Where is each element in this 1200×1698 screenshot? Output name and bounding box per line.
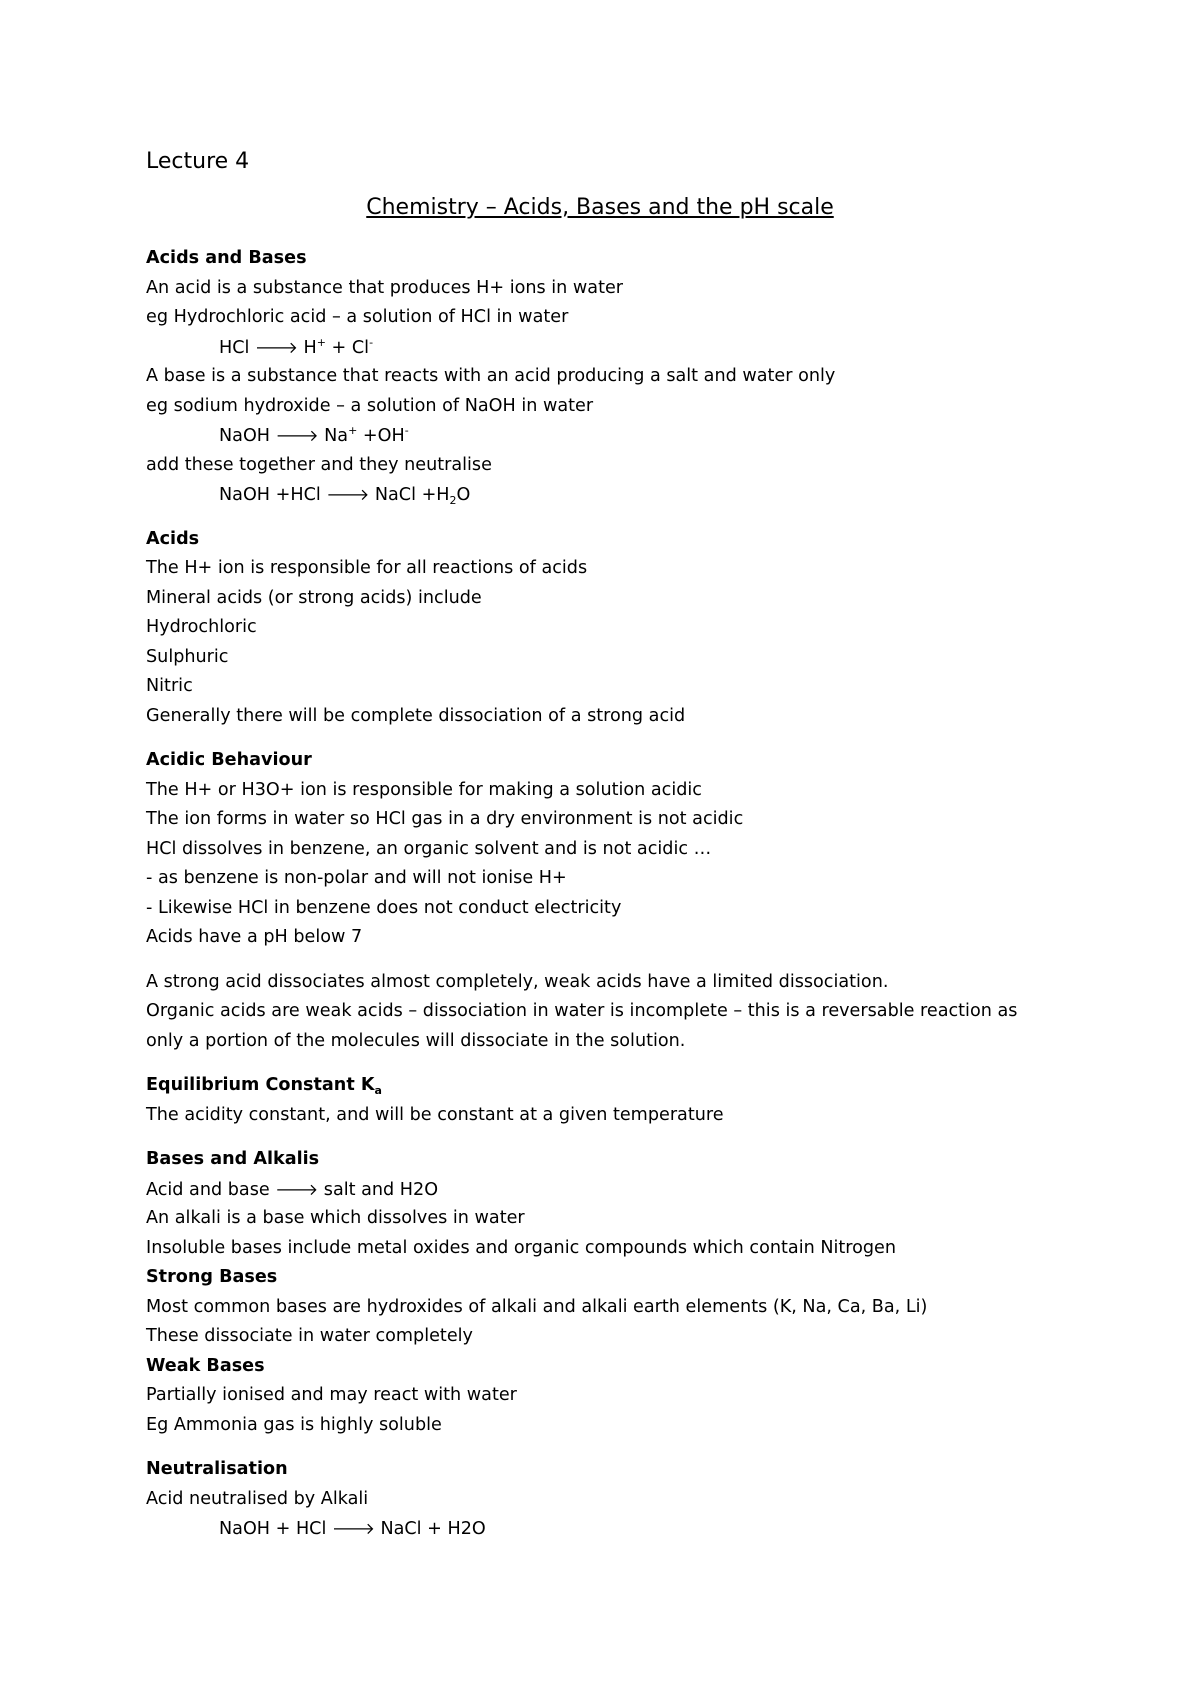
subscript: 2 [449, 494, 457, 507]
lecture-label: Lecture 4 [146, 149, 250, 174]
paragraph-line: Hydrochloric [146, 617, 257, 637]
equation-right: NaCl + H2O [374, 1519, 486, 1539]
paragraph-line: - Likewise HCl in benzene does not conduct electricity [146, 897, 622, 918]
section-heading-acids-and-bases: Acids and Bases [146, 248, 307, 268]
paragraph-line: These dissociate in water completely [146, 1326, 473, 1346]
paragraph-line: Most common bases are hydroxides of alkali and alkali earth elements (K, Na, Ca, Ba, Li) [146, 1296, 928, 1317]
equation-right: + Cl [325, 337, 370, 358]
equation-right: Na [318, 426, 349, 446]
paragraph-line [146, 1175, 1146, 1205]
equation-left: NaOH [219, 426, 276, 446]
superscript: - [369, 335, 374, 349]
subheading-weak-bases: Weak Bases [146, 1355, 265, 1376]
paragraph-line: The H+ or H3O+ ion is responsible for making a solution acidic [146, 779, 702, 800]
paragraph-line: The ion forms in water so HCl gas in a dry environment is not acidic [146, 809, 744, 829]
paragraph-line: Insoluble bases include metal oxides and organic compounds which contain Nitrogen [146, 1237, 897, 1258]
subheading-strong-bases: Strong Bases [146, 1267, 278, 1287]
paragraph-line: eg sodium hydroxide – a solution of NaOH in water [146, 395, 594, 416]
paragraph-line: An acid is a substance that produces H+ ions in water [146, 277, 624, 298]
arrow-right-icon: 🡒 [275, 1179, 319, 1199]
arrow-right-icon: 🡒 [331, 1519, 375, 1538]
line-right: salt and H2O [318, 1179, 439, 1200]
equation-left: HCl [219, 337, 255, 358]
paragraph-line: A strong acid dissociates almost completely, weak acids have a limited dissociation. [146, 971, 889, 992]
paragraph-line: Mineral acids (or strong acids) include [146, 587, 482, 608]
equation-right: H [297, 337, 317, 358]
section-heading-neutralisation: Neutralisation [146, 1459, 288, 1479]
paragraph-line: The acidity constant, and will be constant at a given temperature [146, 1104, 724, 1125]
equation-right: +OH [357, 426, 405, 446]
paragraph-line: eg Hydrochloric acid – a solution of HCl in water [146, 307, 569, 327]
arrow-right-icon: 🡒 [275, 426, 319, 445]
equation-neutralisation-final [146, 1514, 1146, 1544]
paragraph-line: Generally there will be complete dissociation of a strong acid [146, 705, 686, 726]
paragraph-line: Eg Ammonia gas is highly soluble [146, 1414, 442, 1435]
paragraph-line: Sulphuric [146, 646, 229, 667]
paragraph-line: Acid neutralised by Alkali [146, 1488, 369, 1509]
subscript: a [374, 1084, 382, 1097]
equation-hcl-dissociation [146, 333, 1146, 363]
paragraph-line: add these together and they neutralise [146, 454, 492, 475]
equation-right: O [456, 485, 471, 505]
section-heading-equilibrium-constant [146, 1071, 1146, 1101]
arrow-right-icon: 🡒 [326, 485, 370, 504]
paragraph-line: Nitric [146, 676, 193, 696]
superscript: + [316, 335, 326, 349]
paragraph-line: Organic acids are weak acids – dissociation in water is incomplete – this is a reversable reaction as [146, 1001, 1018, 1021]
superscript: + [348, 424, 358, 437]
paragraph-line: A base is a substance that reacts with an acid producing a salt and water only [146, 366, 836, 386]
paragraph-line: - as benzene is non-polar and will not ionise H+ [146, 868, 567, 888]
paragraph-line: HCl dissolves in benzene, an organic solvent and is not acidic … [146, 838, 712, 859]
page-title: Chemistry – Acids, Bases and the pH scale [366, 195, 834, 220]
equation-naoh-dissociation [146, 421, 1146, 451]
paragraph-line: The H+ ion is responsible for all reactions of acids [146, 558, 588, 578]
arrow-right-icon: 🡒 [255, 337, 298, 357]
paragraph-line: Acids have a pH below 7 [146, 927, 363, 947]
document-body [146, 244, 1146, 1544]
equation-right: NaCl +H [369, 485, 450, 505]
section-heading-acids: Acids [146, 528, 200, 549]
superscript: - [404, 424, 409, 437]
section-heading-acidic-behaviour: Acidic Behaviour [146, 750, 312, 770]
paragraph-line: only a portion of the molecules will dissociate in the solution. [146, 1030, 686, 1051]
equation-neutralisation [146, 480, 1146, 510]
line-left: Acid and base [146, 1179, 276, 1200]
heading-text: Equilibrium Constant K [146, 1075, 375, 1095]
paragraph-line: An alkali is a base which dissolves in water [146, 1208, 525, 1228]
paragraph-line: Partially ionised and may react with water [146, 1385, 517, 1405]
equation-left: NaOH + HCl [219, 1519, 332, 1539]
equation-left: NaOH +HCl [219, 485, 327, 505]
section-heading-bases-and-alkalis: Bases and Alkalis [146, 1149, 320, 1169]
